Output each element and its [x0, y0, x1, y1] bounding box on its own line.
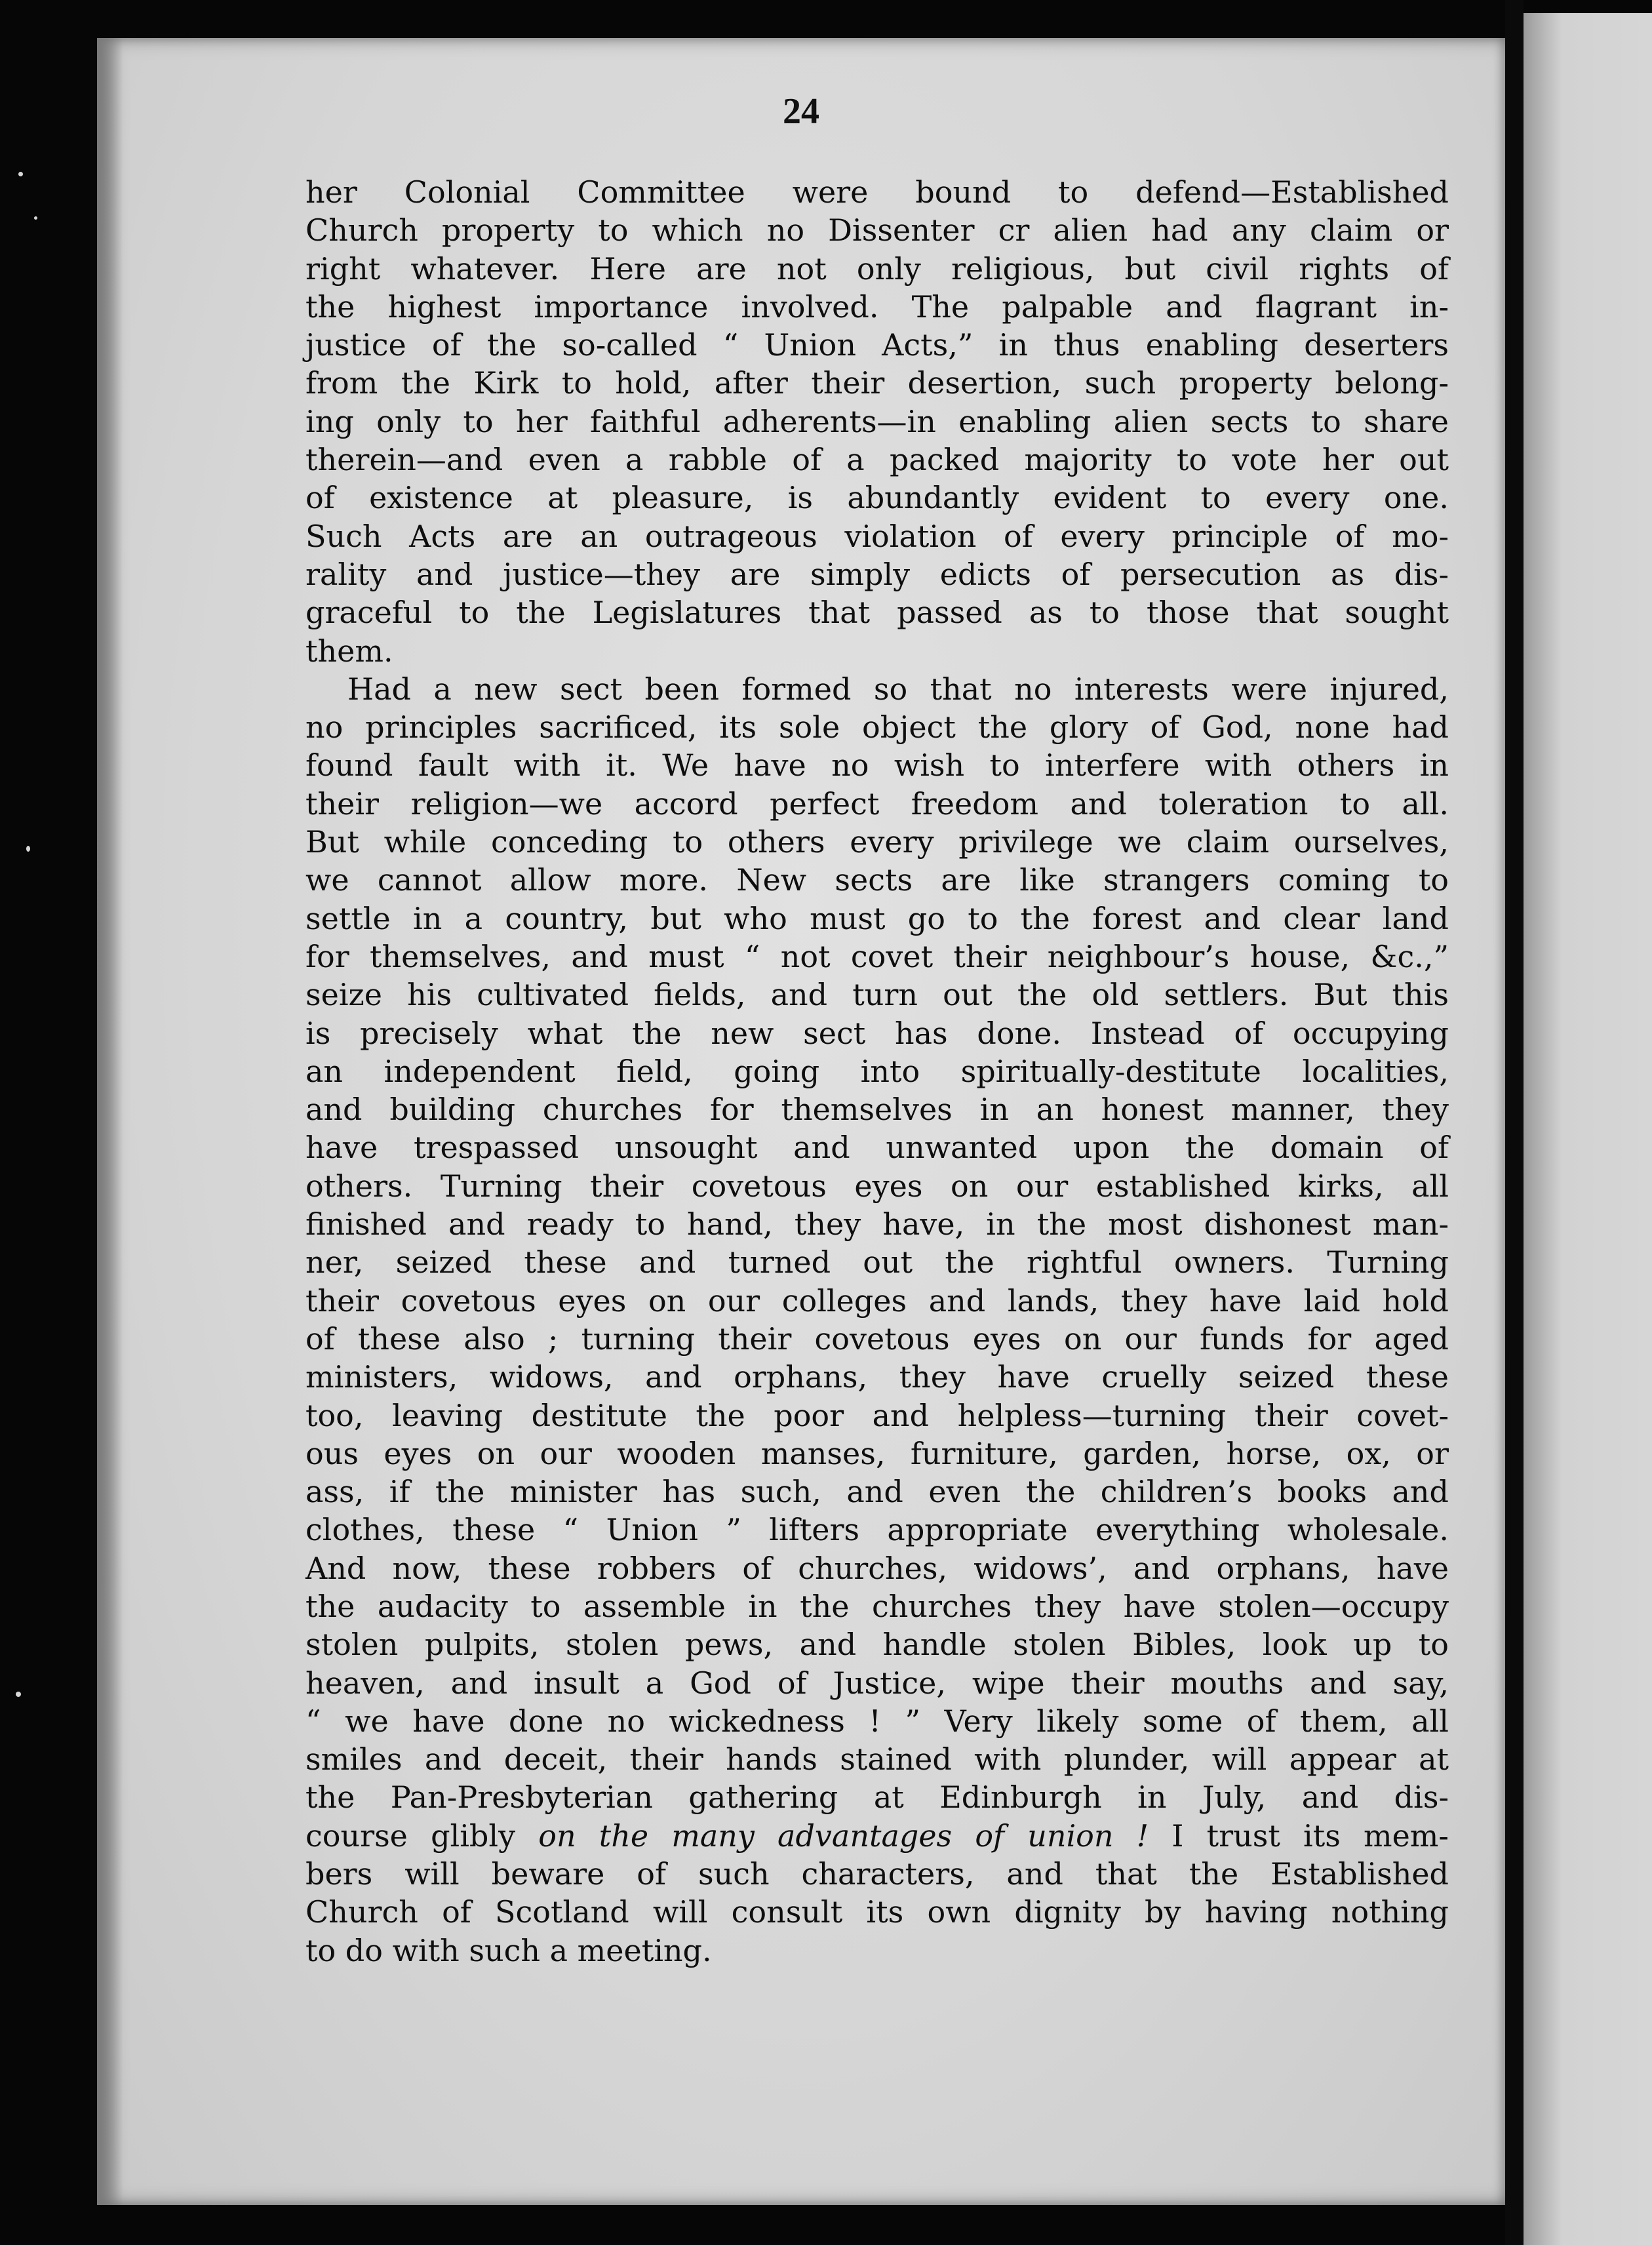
text-line: ous eyes on our wooden manses, furniture, garden, horse, ox, or	[305, 1435, 1449, 1471]
text-line: right whatever. Here are not only religious, but civil rights of	[305, 250, 1449, 287]
book-gutter	[1505, 0, 1524, 2245]
text-line: found fault with it. We have no wish to interfere with others in	[305, 747, 1449, 784]
text-line: them.	[305, 633, 393, 669]
text-line: stolen pulpits, stolen pews, and handle stolen Bibles, look up to	[305, 1627, 1449, 1663]
text-line: Had a new sect been formed so that no interests were injured,	[347, 671, 1449, 707]
text-line: Such Acts are an outrageous violation of every principle of mo-	[305, 518, 1449, 554]
text-line: and building churches for themselves in an honest manner, they	[305, 1092, 1449, 1128]
text-line: we cannot allow more. New sects are like strangers coming to	[305, 862, 1449, 898]
text-line: rality and justice—they are simply edicts of persecution as dis-	[305, 556, 1449, 592]
text-line: too, leaving destitute the poor and helpless—turning their covet-	[305, 1397, 1449, 1433]
text-line: Church of Scotland will consult its own dignity by having nothing	[305, 1894, 1449, 1930]
page-number: 24	[783, 91, 819, 132]
text-line: the highest importance involved. The palpable and flagrant in-	[305, 288, 1449, 325]
scan-speck	[16, 1692, 21, 1697]
text-line: ing only to her faithful adherents—in enabling alien sects to share	[305, 403, 1449, 439]
text-line-with-italic	[305, 1817, 1449, 1855]
text-line: to do with such a meeting.	[305, 1932, 712, 1968]
book-page	[97, 38, 1505, 2205]
text-line: justice of the so-called “ Union Acts,” in thus enabling deserters	[305, 327, 1449, 363]
text-line: their religion—we accord perfect freedom and toleration to all.	[305, 785, 1449, 822]
text-line: their covetous eyes on our colleges and lands, they have laid hold	[305, 1282, 1449, 1319]
text-segment: I trust its mem-	[1149, 1818, 1449, 1854]
text-line: is precisely what the new sect has done. Instead of occupying	[305, 1015, 1449, 1051]
text-line: graceful to the Legislatures that passed as to those that sought	[305, 595, 1449, 631]
text-line: her Colonial Committee were bound to defend—Established	[305, 174, 1449, 210]
text-line: of these also ; turning their covetous eyes on our funds for aged	[305, 1321, 1449, 1357]
text-line: the Pan-Presbyterian gathering at Edinburgh in July, and dis-	[305, 1779, 1449, 1816]
text-line: from the Kirk to hold, after their desertion, such property belong-	[305, 365, 1449, 401]
text-line: others. Turning their covetous eyes on our established kirks, all	[305, 1168, 1449, 1204]
scan-speck	[18, 172, 23, 176]
text-segment: course glibly	[305, 1818, 539, 1854]
text-line: settle in a country, but who must go to the forest and clear land	[305, 900, 1449, 936]
text-line: seize his cultivated fields, and turn out the old settlers. But this	[305, 977, 1449, 1013]
page-binding-shadow	[97, 38, 123, 2205]
text-line: an independent field, going into spiritually-destitute localities,	[305, 1053, 1449, 1089]
scan-speck	[34, 216, 37, 220]
text-line: the audacity to assemble in the churches they have stolen—occupy	[305, 1588, 1449, 1624]
scan-speck	[26, 846, 30, 852]
text-line: of existence at pleasure, is abundantly evident to every one.	[305, 480, 1449, 516]
text-line: heaven, and insult a God of Justice, wipe their mouths and say,	[305, 1665, 1449, 1701]
text-line: But while conceding to others every privilege we claim ourselves,	[305, 824, 1449, 860]
text-line: clothes, these “ Union ” lifters appropriate everything wholesale.	[305, 1512, 1449, 1548]
text-line: Church property to which no Dissenter cr alien had any claim or	[305, 212, 1449, 248]
text-line: have trespassed unsought and unwanted upon the domain of	[305, 1130, 1449, 1166]
paragraph-1	[305, 173, 1449, 670]
text-line: And now, these robbers of churches, widows’, and orphans, have	[305, 1550, 1449, 1586]
adjacent-page-edge	[1524, 13, 1652, 2245]
text-line: finished and ready to hand, they have, in the most dishonest man-	[305, 1206, 1449, 1242]
italic-phrase: on the many advantages of union !	[538, 1818, 1149, 1854]
text-line: ass, if the minister has such, and even the children’s books and	[305, 1474, 1449, 1510]
text-line: smiles and deceit, their hands stained with plunder, will appear at	[305, 1741, 1449, 1778]
text-line: ner, seized these and turned out the rightful owners. Turning	[305, 1244, 1449, 1281]
text-line: bers will beware of such characters, and that the Established	[305, 1856, 1449, 1892]
text-line: ministers, widows, and orphans, they have cruelly seized these	[305, 1359, 1449, 1395]
text-line: therein—and even a rabble of a packed majority to vote her out	[305, 442, 1449, 478]
text-line: no principles sacrificed, its sole object the glory of God, none had	[305, 709, 1449, 745]
paragraph-2	[305, 670, 1449, 1970]
text-line: “ we have done no wickedness ! ” Very likely some of them, all	[305, 1703, 1449, 1739]
text-line: for themselves, and must “ not covet their neighbour’s house, &c.,”	[305, 938, 1449, 974]
page-body-text	[305, 173, 1449, 1970]
